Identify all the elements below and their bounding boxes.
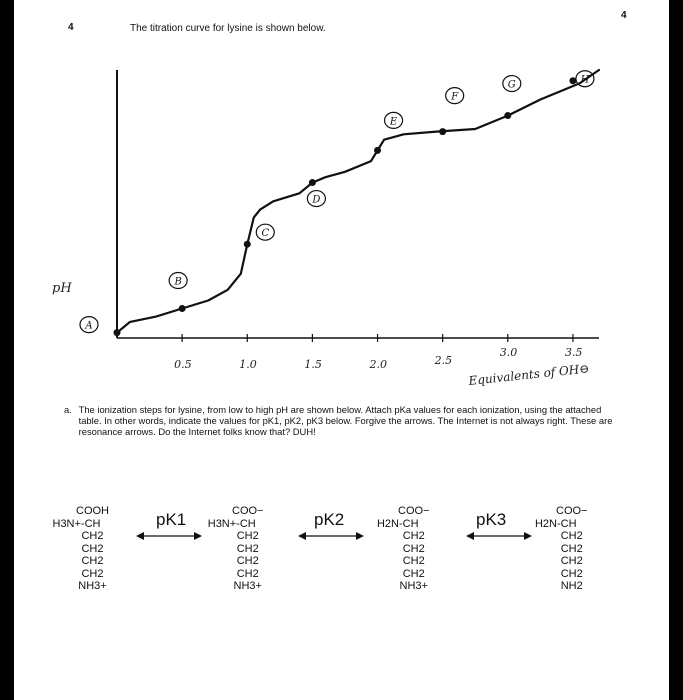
mol4-ch2-1: CH2 [560,530,583,542]
page-title: The titration curve for lysine is shown below. [130,23,326,34]
titration-graph [14,0,669,400]
page-number-left: 4 [68,22,74,33]
point-G-label: G [507,79,516,91]
mol4-top: COO− [556,505,588,517]
point-F-label: F [451,91,459,103]
x-tick-label-6: 3.5 [564,346,583,359]
point-B-marker [179,305,186,312]
molecule-1 [44,505,109,593]
titration-curve [117,70,599,333]
mol2-top: COO− [232,505,264,517]
point-G-marker [504,112,511,119]
question-a [64,404,624,437]
mol4-amine: NH2 [560,580,583,592]
point-A-label: A [85,320,93,332]
mol2-ch2-4: CH2 [236,567,259,580]
mol2-amine: NH3+ [233,580,262,592]
mol3-ch2-3: CH2 [402,555,425,567]
point-A-marker [114,329,121,336]
mol1-amine: NH3+ [78,580,107,592]
page-number-right: 4 [621,10,627,21]
pk1-label: pK1 [156,510,187,529]
x-tick-label-1: 1.0 [239,358,257,371]
molecule-3 [366,505,429,593]
mol2-ch2-2: CH2 [236,542,259,555]
point-C-marker [244,241,251,248]
question-label: a. [64,404,72,415]
point-H-label: H [580,74,590,86]
mol2-alpha: H3N+-CH [207,517,256,530]
mol3-alpha: H2N-CH [376,517,419,530]
ylabel: pH [52,281,72,296]
x-tick-label-5: 3.0 [499,346,518,359]
mol3-top: COO− [398,505,430,517]
mol3-ch2-1: CH2 [402,530,425,542]
xlabel: Equivalents of OH⊖ [467,361,590,388]
mol2-ch2-3: CH2 [236,555,259,567]
pk1-arrow [136,530,202,542]
x-tick-label-0: 0.5 [174,358,192,371]
mol3-amine: NH3+ [399,580,428,592]
point-F-marker [439,128,446,135]
point-C-label: C [261,228,270,240]
pk3-label: pK3 [476,510,507,529]
mol1-ch2-2: CH2 [81,542,104,555]
point-E-label: E [389,116,398,128]
pk2-label: pK2 [314,510,345,529]
point-E-marker [374,147,381,154]
question-text: The ionization steps for lysine, from low to high pH are shown below. Attach pKa values for each ionization, using the attached table. In other words, indicate the values for pK1, pK2, pK3 below. Forgive the arrows. The Internet is not always right. These are resonance arrows. Do the Internet folks know that? DUH! [78,404,613,437]
point-D-marker [309,179,316,186]
mol1-top: COOH [76,505,109,517]
mol4-ch2-4: CH2 [560,567,583,580]
pk3-arrow [466,530,532,542]
mol4-ch2-2: CH2 [560,542,583,555]
x-tick-label-2: 1.5 [304,358,322,371]
pk2-arrow [298,530,364,542]
mol1-ch2-1: CH2 [81,530,104,542]
mol1-ch2-3: CH2 [81,555,104,567]
document-page [14,0,669,700]
mol4-alpha: H2N-CH [534,517,577,530]
mol4-ch2-3: CH2 [560,555,583,567]
mol1-alpha: H3N+-CH [52,517,101,530]
mol1-ch2-4: CH2 [81,567,104,580]
mol3-ch2-2: CH2 [402,542,425,555]
point-B-label: B [174,276,182,288]
mol2-ch2-1: CH2 [236,530,259,542]
mol3-ch2-4: CH2 [402,567,425,580]
molecule-2 [200,505,263,593]
x-tick-label-3: 2.0 [369,358,388,371]
x-tick-label-4: 2.5 [434,354,453,367]
point-D-label: D [312,194,321,206]
molecule-4 [524,505,587,593]
